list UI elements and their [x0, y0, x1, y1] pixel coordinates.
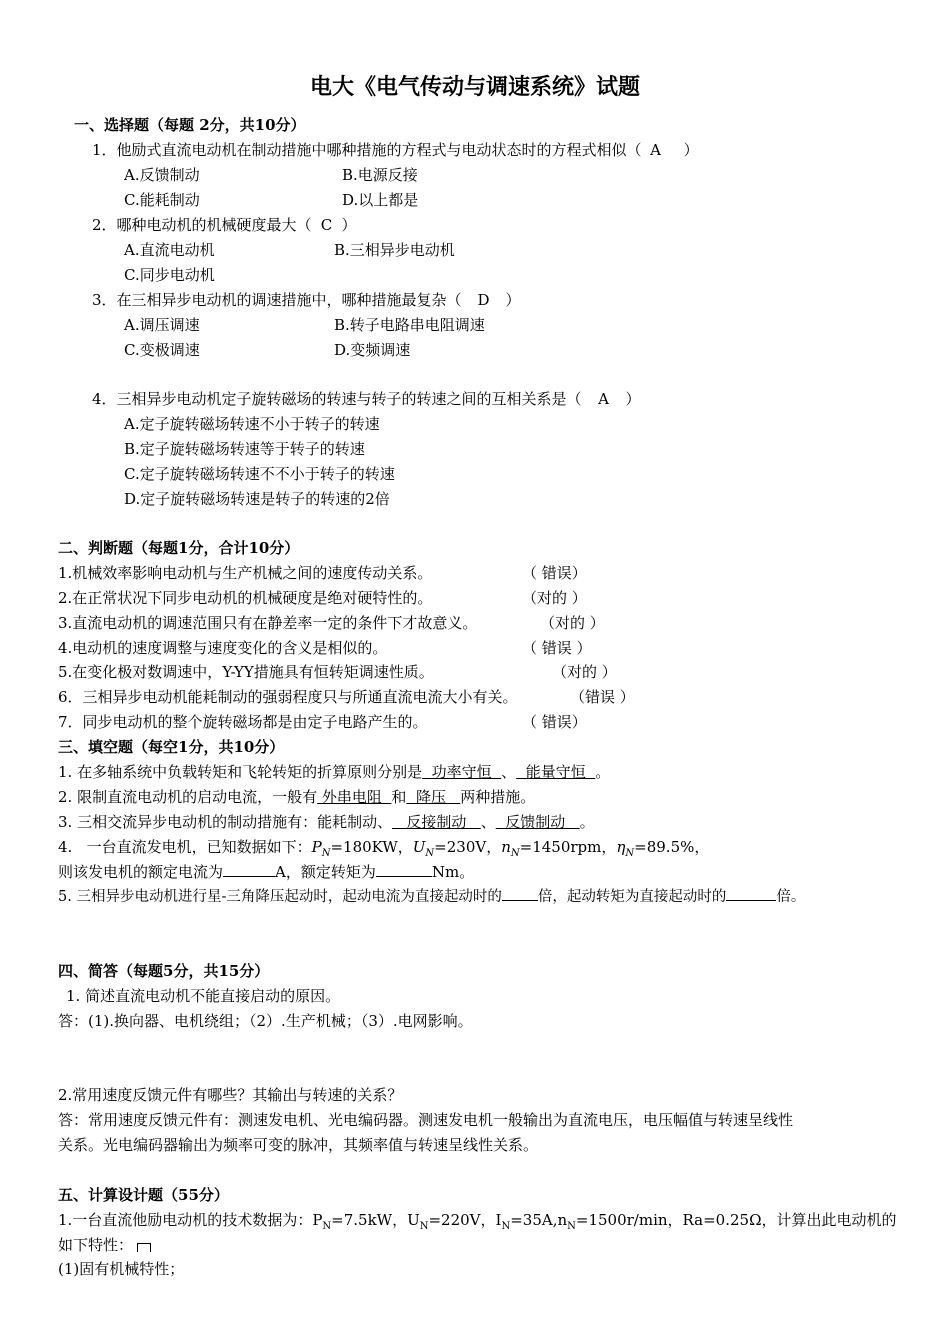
subscript: N — [419, 1221, 429, 1232]
symbol: U — [412, 838, 426, 856]
fill-text: 倍。 — [776, 889, 806, 905]
section-heading-short-answer: 四、简答（每题5分，共15分） — [58, 962, 270, 980]
value: =1450rpm， — [519, 838, 617, 856]
subscript: N — [501, 1221, 511, 1232]
anchor-icon — [137, 1243, 151, 1252]
fill-answer: 外串电阻 — [317, 788, 392, 806]
fill-text: 。 — [595, 763, 611, 781]
fill-text: Nm。 — [431, 863, 475, 881]
blank-line — [376, 862, 432, 877]
calc-problem-1-part1: (1)固有机械特性； — [58, 1260, 185, 1278]
judgment-answer: （对的 ） — [552, 663, 617, 681]
fill-answer: 降压 — [406, 788, 461, 806]
judgment-item: 2.在正常状况下同步电动机的机械硬度是绝对硬特性的。 — [58, 589, 433, 607]
subscript: N — [321, 848, 331, 859]
judgment-answer: （对的 ） — [540, 614, 605, 632]
fill-answer: 反馈制动 — [495, 813, 580, 831]
question-text: 1．他励式直流电动机在制动措施中哪种措施的方程式与电动状态时的方程式相似（ — [92, 141, 642, 159]
subscript: N — [425, 848, 435, 859]
option-c: C.定子旋转磁场转速不不小于转子的转速 — [124, 465, 395, 483]
fill-answer: 能量守恒 — [516, 763, 596, 781]
problem-text: =1500r/min，Ra=0.25Ω，计算出此电动机的 — [575, 1211, 897, 1229]
judgment-answer: （对的 ） — [522, 589, 587, 607]
subscript: N — [625, 848, 635, 859]
short-question-2: 2.常用速度反馈元件有哪些？其输出与转速的关系？ — [58, 1086, 403, 1104]
symbol: η — [616, 838, 626, 856]
symbol: n — [501, 838, 511, 856]
fill-item-3 — [58, 812, 595, 832]
option-d: D.以上都是 — [342, 191, 419, 209]
problem-text: =35A,n — [510, 1211, 568, 1229]
fill-text: 。 — [579, 813, 595, 831]
judgment-answer: （错误 ） — [570, 688, 635, 706]
section-heading-choice: 一、选择题（每题 2分，共10分） — [74, 116, 306, 134]
value: =89.5%， — [634, 838, 710, 856]
judgment-item: 5.在变化极对数调速中，Y-YY措施具有恒转矩调速性质。 — [58, 663, 434, 681]
fill-answer: 反接制动 — [392, 813, 481, 831]
fill-text: 、 — [501, 763, 517, 781]
fill-text: 倍，起动转矩为直接起动时的 — [537, 889, 727, 905]
question-3 — [92, 290, 521, 310]
option-b: B.定子旋转磁场转速等于转子的转速 — [124, 440, 365, 458]
problem-text: =7.5kW，U — [331, 1211, 420, 1229]
fill-item-2 — [58, 787, 535, 807]
judgment-item: 1.机械效率影响电动机与生产机械之间的速度传动关系。 — [58, 564, 433, 582]
option-c: C.同步电动机 — [124, 266, 215, 284]
option-d: D.定子旋转磁场转速是转子的转速的2倍 — [124, 490, 390, 508]
judgment-item: 6．三相异步电动机能耗制动的强弱程度只与所通直流电流大小有关。 — [58, 688, 518, 706]
option-c: C.变极调速 — [124, 341, 200, 359]
option-b: B.电源反接 — [342, 166, 418, 184]
judgment-answer: （ 错误） — [522, 713, 587, 731]
problem-text: 1.一台直流他励电动机的技术数据为：P — [58, 1211, 323, 1229]
question-1 — [92, 140, 699, 160]
calc-problem-1-line2 — [58, 1235, 151, 1255]
blank-line — [502, 886, 538, 901]
fill-text: 3. 三相交流异步电动机的制动措施有：能耗制动、 — [58, 813, 393, 831]
fill-item-5 — [58, 886, 805, 907]
fill-answer: 功率守恒 — [422, 763, 502, 781]
short-answer-2-line1: 答：常用速度反馈元件有：测速发电机、光电编码器。测速发电机一般输出为直流电压，电压幅值与转速呈线性 — [58, 1111, 794, 1129]
short-question-1: 1. 简述直流电动机不能直接启动的原因。 — [66, 987, 341, 1005]
question-2 — [92, 215, 357, 235]
value: =230V， — [434, 838, 502, 856]
option-d: D.变频调速 — [334, 341, 411, 359]
fill-text: A，额定转矩为 — [275, 863, 376, 881]
question-text: 3．在三相异步电动机的调速措施中，哪种措施最复杂（ — [92, 291, 462, 309]
fill-item-4 — [58, 837, 709, 864]
bracket-close: ） — [505, 291, 521, 309]
section-heading-fill: 三、填空题（每空1分，共10分） — [58, 738, 285, 756]
subscript: N — [510, 848, 520, 859]
question-4 — [92, 389, 641, 409]
fill-text: 2. 限制直流电动机的启动电流，一般有 — [58, 788, 318, 806]
fill-item-1 — [58, 762, 610, 782]
symbol: P — [311, 838, 322, 856]
page-title: 电大《电气传动与调速系统》试题 — [309, 74, 640, 100]
problem-text: =220V，I — [428, 1211, 502, 1229]
option-b: B.三相异步电动机 — [334, 241, 455, 259]
judgment-answer: （ 错误） — [522, 564, 587, 582]
answer-mark: C — [320, 216, 333, 234]
section-heading-judgment: 二、判断题（每题1分，合计10分） — [58, 539, 300, 557]
short-answer-1: 答：(1).换向器、电机绕组；（2）.生产机械；（3）.电网影响。 — [58, 1012, 473, 1030]
option-a: A.调压调速 — [124, 316, 200, 334]
bracket-close: ） — [683, 141, 699, 159]
answer-mark: A — [598, 390, 609, 408]
bracket-close: ） — [341, 216, 357, 234]
option-a: A.定子旋转磁场转速不小于转子的转速 — [124, 415, 380, 433]
option-c: C.能耗制动 — [124, 191, 200, 209]
fill-item-4-line2 — [58, 862, 474, 882]
blank-line — [726, 886, 776, 901]
question-text: 4．三相异步电动机定子旋转磁场的转速与转子的转速之间的互相关系是（ — [92, 390, 582, 408]
calc-problem-1 — [58, 1210, 897, 1237]
fill-text: 和 — [391, 788, 407, 806]
option-a: A.直流电动机 — [124, 241, 215, 259]
short-answer-2-line2: 关系。光电编码器输出为频率可变的脉冲，其频率值与转速呈线性关系。 — [58, 1136, 539, 1154]
option-b: B.转子电路串电阻调速 — [334, 316, 485, 334]
fill-text: 两种措施。 — [460, 788, 536, 806]
judgment-answer: （ 错误 ） — [522, 639, 592, 657]
fill-text: 5. 三相异步电动机进行星-三角降压起动时，起动电流为直接起动时的 — [58, 889, 502, 905]
judgment-item: 3.直流电动机的调速范围只有在静差率一定的条件下才故意义。 — [58, 614, 478, 632]
subscript: N — [567, 1221, 576, 1232]
subscript: N — [322, 1221, 332, 1232]
fill-text: 则该发电机的额定电流为 — [58, 863, 224, 881]
fill-text: 4. 一台直流发电机，已知数据如下： — [58, 838, 312, 856]
bracket-close: ） — [625, 390, 641, 408]
answer-mark: A — [650, 141, 661, 159]
fill-text: 、 — [480, 813, 496, 831]
judgment-item: 7．同步电动机的整个旋转磁场都是由定子电路产生的。 — [58, 713, 428, 731]
blank-line — [223, 862, 275, 877]
question-text: 2．哪种电动机的机械硬度最大（ — [92, 216, 312, 234]
option-a: A.反馈制动 — [124, 166, 200, 184]
section-heading-calculation: 五、计算设计题（55分） — [58, 1186, 229, 1204]
problem-text: 如下特性： — [58, 1236, 134, 1254]
value: =180KW， — [330, 838, 413, 856]
fill-text: 1. 在多轴系统中负载转矩和飞轮转矩的折算原则分别是 — [58, 763, 423, 781]
judgment-item: 4.电动机的速度调整与速度变化的含义是相似的。 — [58, 639, 388, 657]
answer-mark: D — [477, 291, 490, 309]
